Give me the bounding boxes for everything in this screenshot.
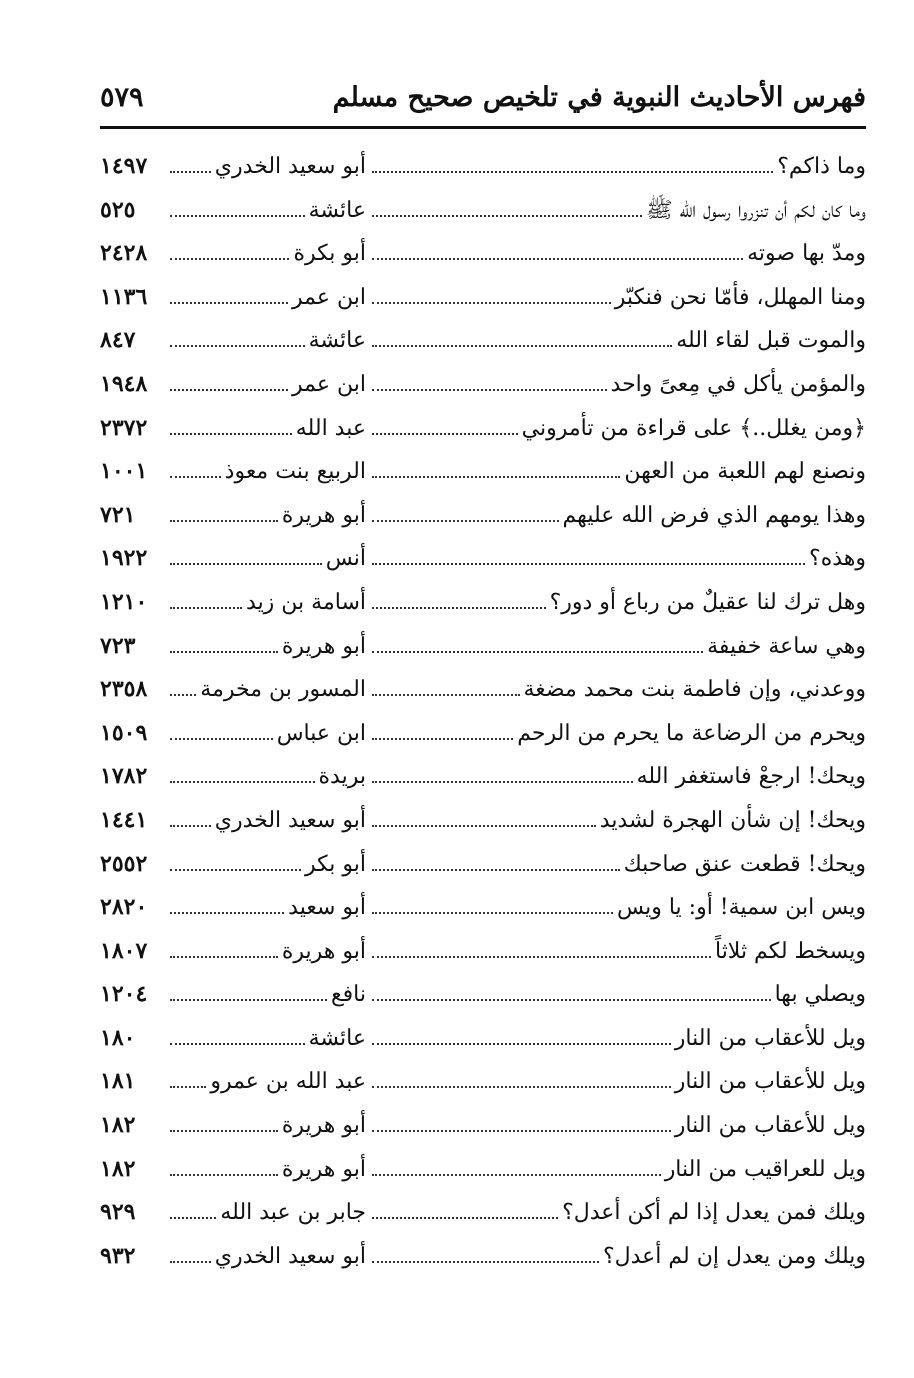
hadith-number: ٧٢١ [100,501,136,528]
hadith-number: ١١٣٦ [100,283,148,310]
narrator-name: عبد الله بن عمرو [210,1069,366,1095]
hadith-text: ويل للعراقيب من النار [664,1156,866,1182]
narrator-cell [168,1191,366,1235]
leader-dots [372,1104,671,1132]
hadith-text: والموت قبل لقاء الله [676,328,866,354]
narrator-name: أبو بكرة [293,241,366,267]
index-entry [100,1191,866,1235]
narrator-name: عائشة [308,1025,366,1051]
narrator-cell [168,494,366,538]
page-header [100,78,866,129]
hadith-text: وما كان لكم أن تنزروا رسول الله ﷺ [645,197,866,223]
leader-dots [170,537,322,565]
hadith-cell [370,625,866,669]
hadith-text: وهذا يومهم الذي فرض الله عليهم [562,502,866,528]
leader-dots [170,755,315,783]
hadith-number: ١٠٠١ [100,458,148,485]
narrator-cell [168,755,366,799]
index-entry [100,930,866,974]
narrator-cell [168,1017,366,1061]
hadith-text: ويس ابن سمية! أو: يا ويس [617,895,866,921]
narrator-name: أبو سعيد الخدري [214,1243,366,1269]
hadith-cell [370,145,866,189]
narrator-cell [168,1235,366,1279]
leader-dots [170,1060,206,1088]
hadith-text: ونصنع لهم اللعبة من العهن [624,459,866,485]
leader-dots [372,625,703,653]
leader-dots [170,1104,278,1132]
leader-dots [372,799,596,827]
index-entry [100,712,866,756]
narrator-name: ابن عباس [276,720,366,746]
narrator-cell [168,930,366,974]
index-list [100,145,866,1278]
leader-dots [170,450,221,478]
index-entry [100,363,866,407]
leader-dots [170,276,288,304]
leader-dots [372,930,711,958]
index-entry [100,537,866,581]
narrator-name: ابن عمر [292,371,366,397]
narrator-name: ابن عمر [292,284,366,310]
page-number: ٥٧٩ [100,82,144,113]
hadith-number: ١٨٢ [100,1155,136,1182]
hadith-text: وهي ساعة خفيفة [707,633,866,659]
leader-dots [372,886,613,914]
index-entry [100,319,866,363]
hadith-cell [370,1017,866,1061]
leader-dots [170,668,196,696]
hadith-text: ومنا المهلل، فأمّا نحن فنكبّر [614,284,866,310]
narrator-cell [168,799,366,843]
hadith-cell [370,973,866,1017]
leader-dots [170,625,278,653]
hadith-text: ويحك! ارجعْ فاستغفر الله [636,764,866,790]
index-entry [100,232,866,276]
hadith-cell [370,232,866,276]
leader-dots [372,494,559,522]
leader-dots [170,973,327,1001]
hadith-number: ١٨١ [100,1068,136,1095]
narrator-cell [168,407,366,451]
narrator-name: أبو هريرة [281,1113,366,1139]
hadith-number: ٢٤٢٨ [100,240,148,267]
narrator-name: عائشة [308,197,366,223]
hadith-cell [370,494,866,538]
index-entry [100,1148,866,1192]
leader-dots [372,537,805,565]
leader-dots [170,232,289,260]
index-entry [100,843,866,887]
index-entry [100,145,866,189]
hadith-number: ١٢٠٤ [100,981,148,1008]
leader-dots [170,712,273,740]
hadith-cell [370,668,866,712]
leader-dots [170,1017,305,1045]
leader-dots [372,843,620,871]
hadith-number: ٥٢٥ [100,196,136,223]
page-title: فهرس الأحاديث النبوية في تلخيص صحيح مسلم [332,82,866,113]
hadith-cell [370,450,866,494]
hadith-text: ويصلي بها [774,982,866,1008]
leader-dots [170,407,292,435]
hadith-number: ١٤٩٧ [100,153,148,179]
leader-dots [372,581,546,609]
narrator-cell [168,625,366,669]
hadith-number: ٢٨٢٠ [100,894,148,921]
index-entry [100,450,866,494]
leader-dots [170,843,301,871]
leader-dots [170,494,278,522]
hadith-cell [370,537,866,581]
leader-dots [372,407,518,435]
narrator-name: أبو بكر [304,851,366,877]
narrator-cell [168,232,366,276]
index-entry [100,189,866,233]
leader-dots [372,1017,671,1045]
narrator-cell [168,189,366,233]
hadith-number: ١٢١٠ [100,588,148,615]
hadith-cell [370,930,866,974]
index-entry [100,1017,866,1061]
hadith-number: ٢٥٥٢ [100,850,148,877]
leader-dots [372,755,633,783]
hadith-cell [370,1060,866,1104]
index-entry [100,1060,866,1104]
leader-dots [372,450,620,478]
hadith-text: ووعدني، وإن فاطمة بنت محمد مضغة [523,677,866,703]
hadith-text: ويحرم من الرضاعة ما يحرم من الرحم [517,720,866,746]
leader-dots [170,319,305,347]
hadith-cell [370,799,866,843]
leader-dots [170,886,284,914]
index-entry [100,625,866,669]
leader-dots [372,319,672,347]
leader-dots [170,581,242,609]
narrator-name: أبو سعيد الخدري [214,154,366,179]
index-entry [100,494,866,538]
leader-dots [372,668,520,696]
index-entry [100,668,866,712]
hadith-cell [370,319,866,363]
leader-dots [170,363,288,391]
hadith-number: ١٤٤١ [100,806,148,833]
hadith-cell [370,1191,866,1235]
hadith-cell [370,189,866,233]
leader-dots [372,1191,558,1219]
index-entry [100,276,866,320]
narrator-name: أنس [325,546,366,572]
narrator-name: نافع [330,982,366,1008]
hadith-cell [370,843,866,887]
narrator-cell [168,712,366,756]
leader-dots [372,232,743,260]
hadith-text: وهذه؟ [809,546,866,572]
index-entry [100,1104,866,1148]
narrator-name: أبو هريرة [281,1156,366,1182]
narrator-cell [168,537,366,581]
narrator-name: الربيع بنت معوذ [224,459,366,485]
narrator-cell [168,843,366,887]
index-entry [100,886,866,930]
hadith-number: ١٨٠ [100,1024,136,1051]
hadith-text: ومدّ بها صوته [747,241,866,267]
narrator-cell [168,145,366,189]
hadith-number: ٨٤٧ [100,327,136,354]
hadith-text: والمؤمن يأكل في مِعىً واحد [610,371,866,397]
hadith-cell [370,407,866,451]
narrator-name: أبو سعيد الخدري [214,807,366,833]
narrator-name: أبو هريرة [281,633,366,659]
hadith-number: ٩٢٩ [100,1199,136,1226]
narrator-name: عائشة [308,328,366,354]
narrator-cell [168,363,366,407]
leader-dots [170,189,305,217]
hadith-cell [370,886,866,930]
narrator-cell [168,450,366,494]
index-entry [100,1235,866,1279]
leader-dots [170,799,211,827]
hadith-cell [370,276,866,320]
narrator-cell [168,973,366,1017]
index-entry [100,755,866,799]
hadith-cell [370,581,866,625]
hadith-text: ويل للأعقاب من النار [674,1025,866,1051]
narrator-name: بريدة [318,764,366,790]
index-entry [100,799,866,843]
narrator-cell [168,319,366,363]
hadith-cell [370,755,866,799]
hadith-text: وما ذاكم؟ [777,154,866,179]
hadith-text: ويل للأعقاب من النار [674,1069,866,1095]
hadith-number: ٢٣٥٨ [100,676,148,703]
hadith-number: ١٥٠٩ [100,719,148,746]
leader-dots [372,712,513,740]
hadith-cell [370,1235,866,1279]
narrator-cell [168,1148,366,1192]
hadith-text: ويسخط لكم ثلاثاً [714,938,866,964]
leader-dots [372,145,773,173]
hadith-text: ويلك فمن يعدل إذا لم أكن أعدل؟ [562,1200,866,1226]
index-entry [100,581,866,625]
narrator-name: المسور بن مخرمة [200,677,366,703]
hadith-text: ويل للأعقاب من النار [674,1113,866,1139]
hadith-number: ١٨٠٧ [100,937,148,964]
narrator-name: أبو هريرة [281,938,366,964]
narrator-name: أسامة بن زيد [246,589,366,615]
hadith-number: ١٩٤٨ [100,370,148,397]
narrator-name: جابر بن عبد الله [220,1200,366,1226]
hadith-text: ويحك! إن شأن الهجرة لشديد [599,807,866,833]
leader-dots [170,1148,278,1176]
narrator-name: أبو هريرة [281,502,366,528]
index-page [100,78,866,1278]
hadith-number: ١٧٨٢ [100,763,148,790]
narrator-cell [168,1104,366,1148]
leader-dots [372,1235,599,1263]
narrator-cell [168,276,366,320]
hadith-cell [370,1104,866,1148]
leader-dots [372,276,611,304]
index-entry [100,407,866,451]
leader-dots [170,930,278,958]
narrator-name: أبو سعيد [288,895,366,921]
narrator-cell [168,668,366,712]
leader-dots [372,1060,671,1088]
hadith-cell [370,712,866,756]
index-entry [100,973,866,1017]
hadith-text: ﴿ومن يغلل..﴾ على قراءة من تأمروني [521,415,866,441]
hadith-text: ويحك! قطعت عنق صاحبك [623,851,866,877]
narrator-cell [168,886,366,930]
narrator-name: عبد الله [295,415,366,441]
narrator-cell [168,581,366,625]
hadith-text: ويلك ومن يعدل إن لم أعدل؟ [602,1243,866,1269]
hadith-number: ٢٣٧٢ [100,414,148,441]
narrator-cell [168,1060,366,1104]
leader-dots [372,973,771,1001]
leader-dots [372,363,607,391]
leader-dots [170,1191,216,1219]
leader-dots [170,145,211,173]
hadith-text: وهل ترك لنا عقيلٌ من رباع أو دور؟ [549,589,866,615]
hadith-number: ١٨٢ [100,1112,136,1139]
leader-dots [372,1148,661,1176]
leader-dots [170,1235,211,1263]
hadith-number: ٩٣٢ [100,1242,136,1269]
leader-dots [372,189,642,217]
hadith-cell [370,363,866,407]
hadith-cell [370,1148,866,1192]
hadith-number: ١٩٢٢ [100,545,148,572]
hadith-number: ٧٢٣ [100,632,136,659]
